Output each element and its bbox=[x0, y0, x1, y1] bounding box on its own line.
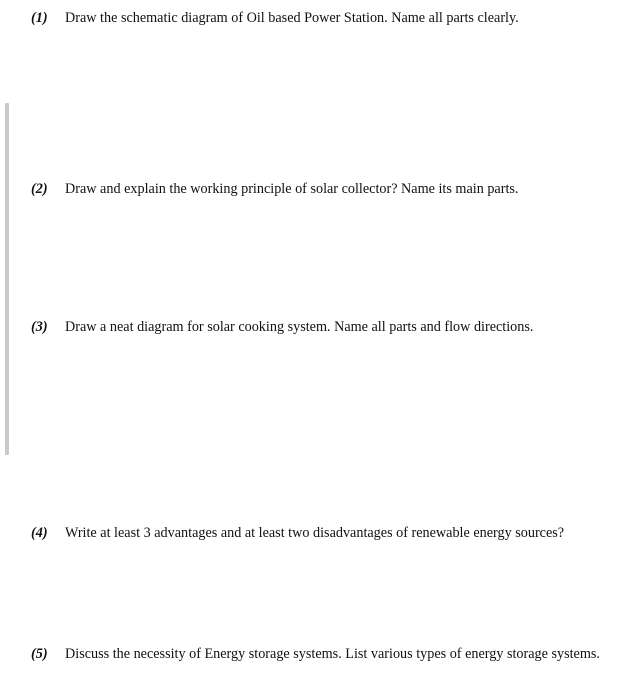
question-5 bbox=[31, 644, 633, 664]
question-4 bbox=[31, 523, 633, 543]
question-text: Write at least 3 advantages and at least two disadvantages of renewable energy sources? bbox=[65, 525, 565, 541]
question-number: (3) bbox=[31, 319, 48, 335]
question-text: Discuss the necessity of Energy storage systems. List various types of energy storage systems. bbox=[65, 646, 600, 662]
question-number: (5) bbox=[31, 646, 48, 662]
question-text: Draw a neat diagram for solar cooking system. Name all parts and flow directions. bbox=[65, 319, 534, 335]
question-text: Draw the schematic diagram of Oil based Power Station. Name all parts clearly. bbox=[65, 10, 519, 26]
question-1 bbox=[31, 8, 633, 28]
question-number: (1) bbox=[31, 10, 48, 26]
question-text: Draw and explain the working principle of solar collector? Name its main parts. bbox=[65, 181, 519, 197]
question-2 bbox=[31, 179, 633, 199]
question-number: (2) bbox=[31, 181, 48, 197]
scrollbar[interactable] bbox=[5, 103, 9, 455]
question-number: (4) bbox=[31, 525, 48, 541]
question-3 bbox=[31, 317, 633, 337]
